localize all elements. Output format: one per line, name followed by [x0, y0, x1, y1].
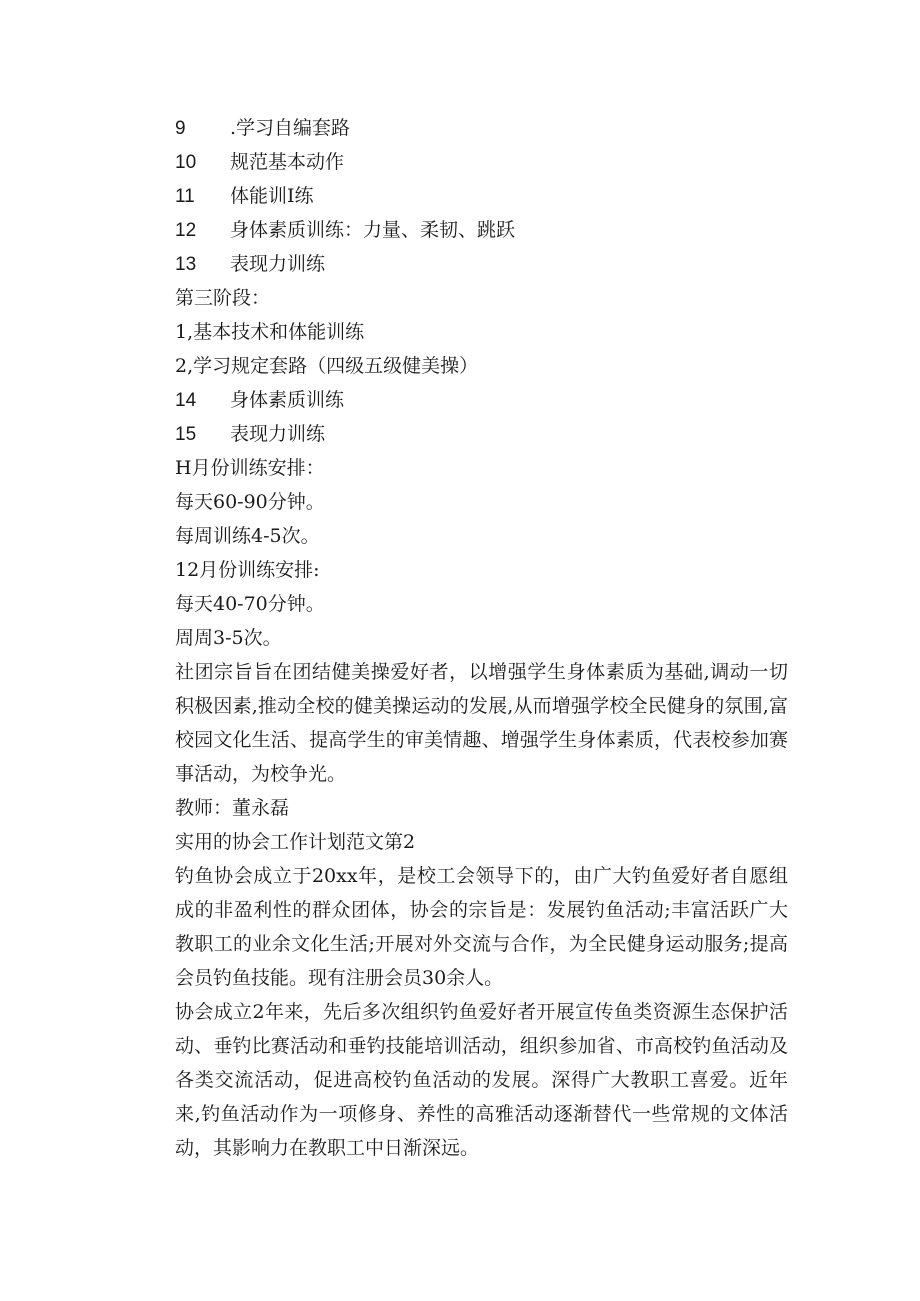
list-item-text: .学习自编套路 [230, 117, 351, 139]
list-item [175, 383, 344, 418]
list-item-number: 9 [175, 118, 186, 139]
fishing-paragraph-2-text: 协会成立2年来，先后多次组织钓鱼爱好者开展宣传鱼类资源生态保护活动、垂钓比赛活动和垂钓技能培训活动，组织参加省、市高校钓鱼活动及各类交流活动，促进高校钓鱼活动的发展。深得广大教职工喜爱。近年来,钓鱼活动作为一项修身、养性的高雅活动逐渐替代一些常规的文体活动，其影响力在教职工中日渐深远。 [175, 1001, 788, 1159]
list-item [175, 179, 314, 214]
fishing-paragraph-1 [175, 859, 788, 995]
list-item-text: 身体素质训练：力量、柔韧、跳跃 [230, 219, 516, 241]
list-item-text: 规范基本动作 [230, 151, 345, 173]
schedule-line: 周周3-5次。 [175, 627, 282, 649]
fishing-paragraph-2 [175, 995, 788, 1165]
purpose-paragraph-text: 社团宗旨旨在团结健美操爱好者，以增强学生身体素质为基础,调动一切积极因素,推动全校的健美操运动的发展,从而增强学校全民健身的氛围,富校园文化生活、提高学生的审美情趣、增强学生身体素质，代表校参加赛事活动，为校争光。 [175, 661, 788, 785]
schedule-line: 每周训练4-5次。 [175, 525, 320, 547]
list-item-text: 表现力训练 [230, 423, 326, 445]
list-item [175, 145, 344, 180]
list-item [175, 213, 515, 248]
schedule-line: 每天60-90分钟。 [175, 491, 325, 513]
purpose-paragraph [175, 655, 788, 791]
list-item-number: 13 [175, 254, 197, 275]
section-title: 实用的协会工作计划范文第2 [175, 831, 416, 853]
schedule-line: 12月份训练安排: [175, 559, 320, 581]
list-item-text: 表现力训练 [230, 253, 326, 275]
list-item-number: 15 [175, 424, 197, 445]
list-item-text: 体能训I练 [230, 185, 314, 207]
stage3-heading: 第三阶段： [175, 287, 271, 309]
list-item-number: 11 [175, 186, 195, 207]
list-item-number: 14 [175, 390, 197, 411]
fishing-paragraph-1-text: 钓鱼协会成立于20xx年，是校工会领导下的，由广大钓鱼爱好者自愿组成的非盈利性的群众团体，协会的宗旨是：发展钓鱼活动;丰富活跃广大教职工的业余文化生活;开展对外交流与合作，为全民健身运动服务;提高会员钓鱼技能。现有注册会员30余人。 [175, 865, 788, 989]
list-item [175, 247, 325, 282]
list-item-number: 12 [175, 220, 197, 241]
stage3-item: 2,学习规定套路（四级五级健美操） [175, 355, 479, 377]
list-item-number: 10 [175, 152, 197, 173]
list-item [175, 111, 350, 146]
schedule-line: H月份训练安排： [175, 457, 325, 479]
list-item-text: 身体素质训练 [230, 389, 345, 411]
stage3-item: 1,基本技术和体能训练 [175, 321, 365, 343]
schedule-line: 每天40-70分钟。 [175, 593, 325, 615]
teacher-line: 教师：董永磊 [175, 797, 290, 819]
list-item [175, 417, 325, 452]
